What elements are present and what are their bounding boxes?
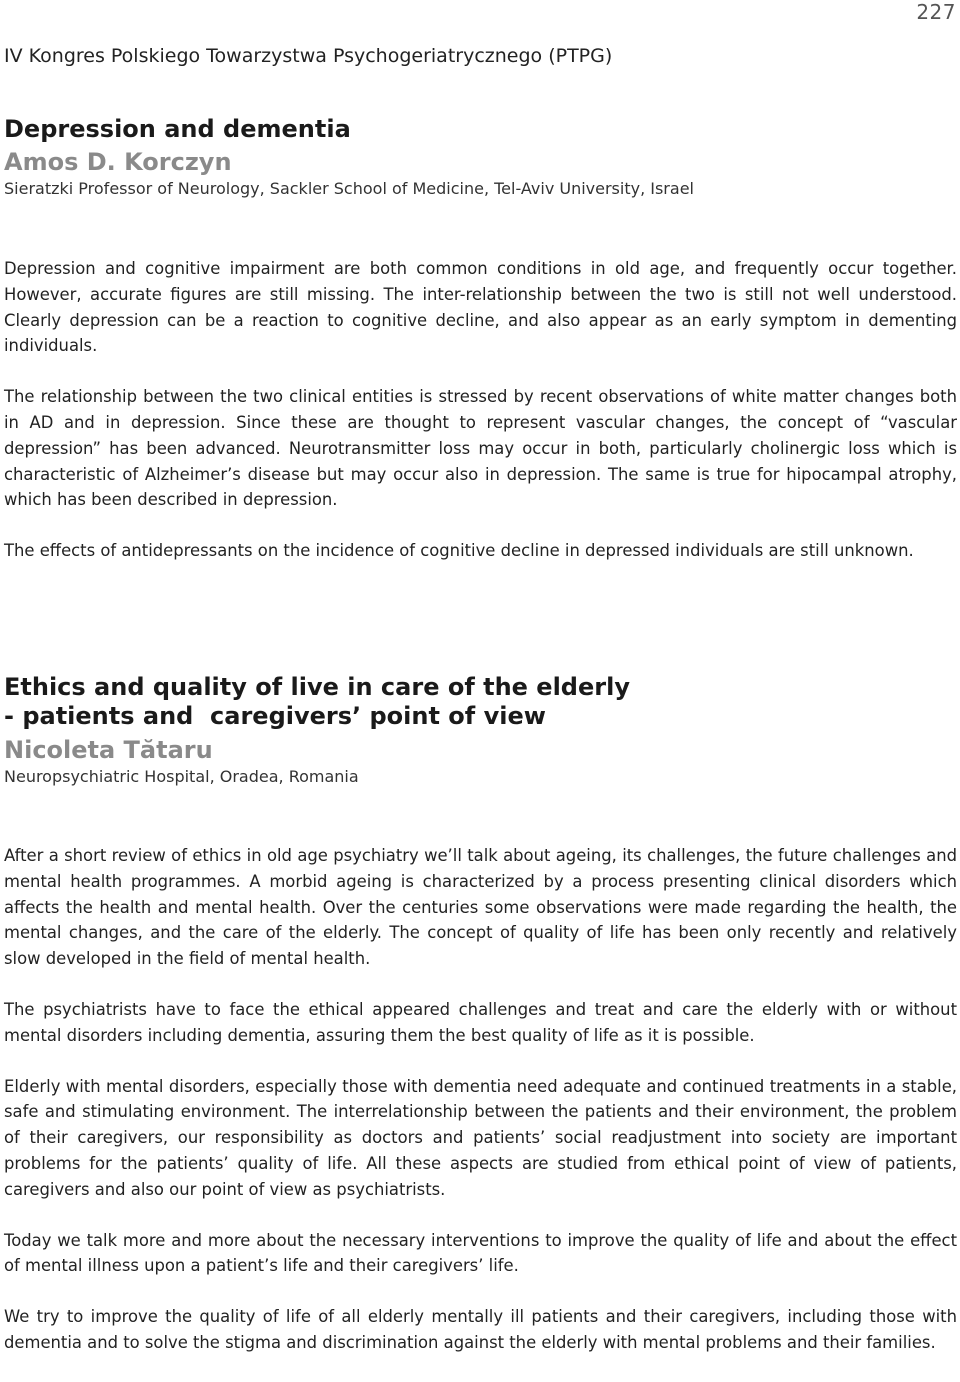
abstract-2-title-line-1: Ethics and quality of live in care of the elderly (4, 673, 630, 701)
abstract-1-title: Depression and dementia (4, 115, 351, 143)
abstract-2-paragraph: Today we talk more and more about the necessary interventions to improve the quality of life and about the effect of mental illness upon a patient’s life and their caregivers’ life. (4, 1230, 957, 1276)
abstract-1-author: Amos D. Korczyn (4, 148, 232, 176)
abstract-2-body (4, 843, 957, 1381)
abstract-1-body (4, 256, 957, 589)
abstract-2-paragraph: Elderly with mental disorders, especially those with dementia need adequate and continued treatments in a stable, safe and stimulating environment. The interrelationship between the patients and their environment, the problem of their caregivers, our responsibility as doctors and patients’ social readjustment into society are important problems for the patients’ quality of life. All these aspects are studied from ethical point of view of patients, caregivers and also our point of view as psychiatrists. (4, 1076, 957, 1199)
abstract-2-paragraph: After a short review of ethics in old age psychiatry we’ll talk about ageing, its challenges, the future challenges and mental health programmes. A morbid ageing is characterized by a process presenting clinical disorders which affects the health and mental health. Over the centuries some observations were made regarding the health, the mental changes, and the care of the elderly. The concept of quality of life has been only recently and relatively slow developed in the field of mental health. (4, 846, 957, 969)
abstract-1-paragraph: Depression and cognitive impairment are both common conditions in old age, and frequently occur together. However, accurate figures are still missing. The inter-relationship between the two is still not well understood. Clearly depression can be a reaction to cognitive decline, and also appear as an early symptom in dementing individuals. (4, 259, 957, 356)
abstract-2-header (4, 673, 957, 789)
abstract-1-affiliation: Sieratzki Professor of Neurology, Sackler School of Medicine, Tel-Aviv University, Israel (4, 179, 694, 198)
page-number: 227 (916, 0, 956, 24)
running-header: IV Kongres Polskiego Towarzystwa Psychogeriatrycznego (PTPG) (4, 45, 613, 67)
abstract-1-paragraph: The effects of antidepressants on the incidence of cognitive decline in depressed individuals are still unknown. (4, 541, 914, 561)
abstract-2-paragraph: The psychiatrists have to face the ethical appeared challenges and treat and care the elderly with or without mental disorders including dementia, assuring them the best quality of life as it is possible. (4, 999, 957, 1045)
abstract-2-author: Nicoleta Tătaru (4, 736, 213, 764)
abstract-2-paragraph: We try to improve the quality of life of all elderly mentally ill patients and their caregivers, including those with dementia and to solve the stigma and discrimination against the elderly with mental problems and their families. (4, 1307, 957, 1352)
abstract-2-affiliation: Neuropsychiatric Hospital, Oradea, Romania (4, 767, 359, 786)
abstract-2-title-line-2: - patients and caregivers’ point of view (4, 702, 546, 730)
abstract-2-title (4, 673, 957, 731)
abstract-1-paragraph: The relationship between the two clinical entities is stressed by recent observations of white matter changes both in AD and in depression. Since these are thought to represent vascular changes, the concept of “vascular depression” has been advanced. Neurotransmitter loss may occur in both, particularly cholinergic loss which is characteristic of Alzheimer’s disease but may occur also in depression. The same is true for hipocampal atrophy, which has been described in depression. (4, 387, 957, 510)
abstract-1-header (4, 112, 957, 201)
